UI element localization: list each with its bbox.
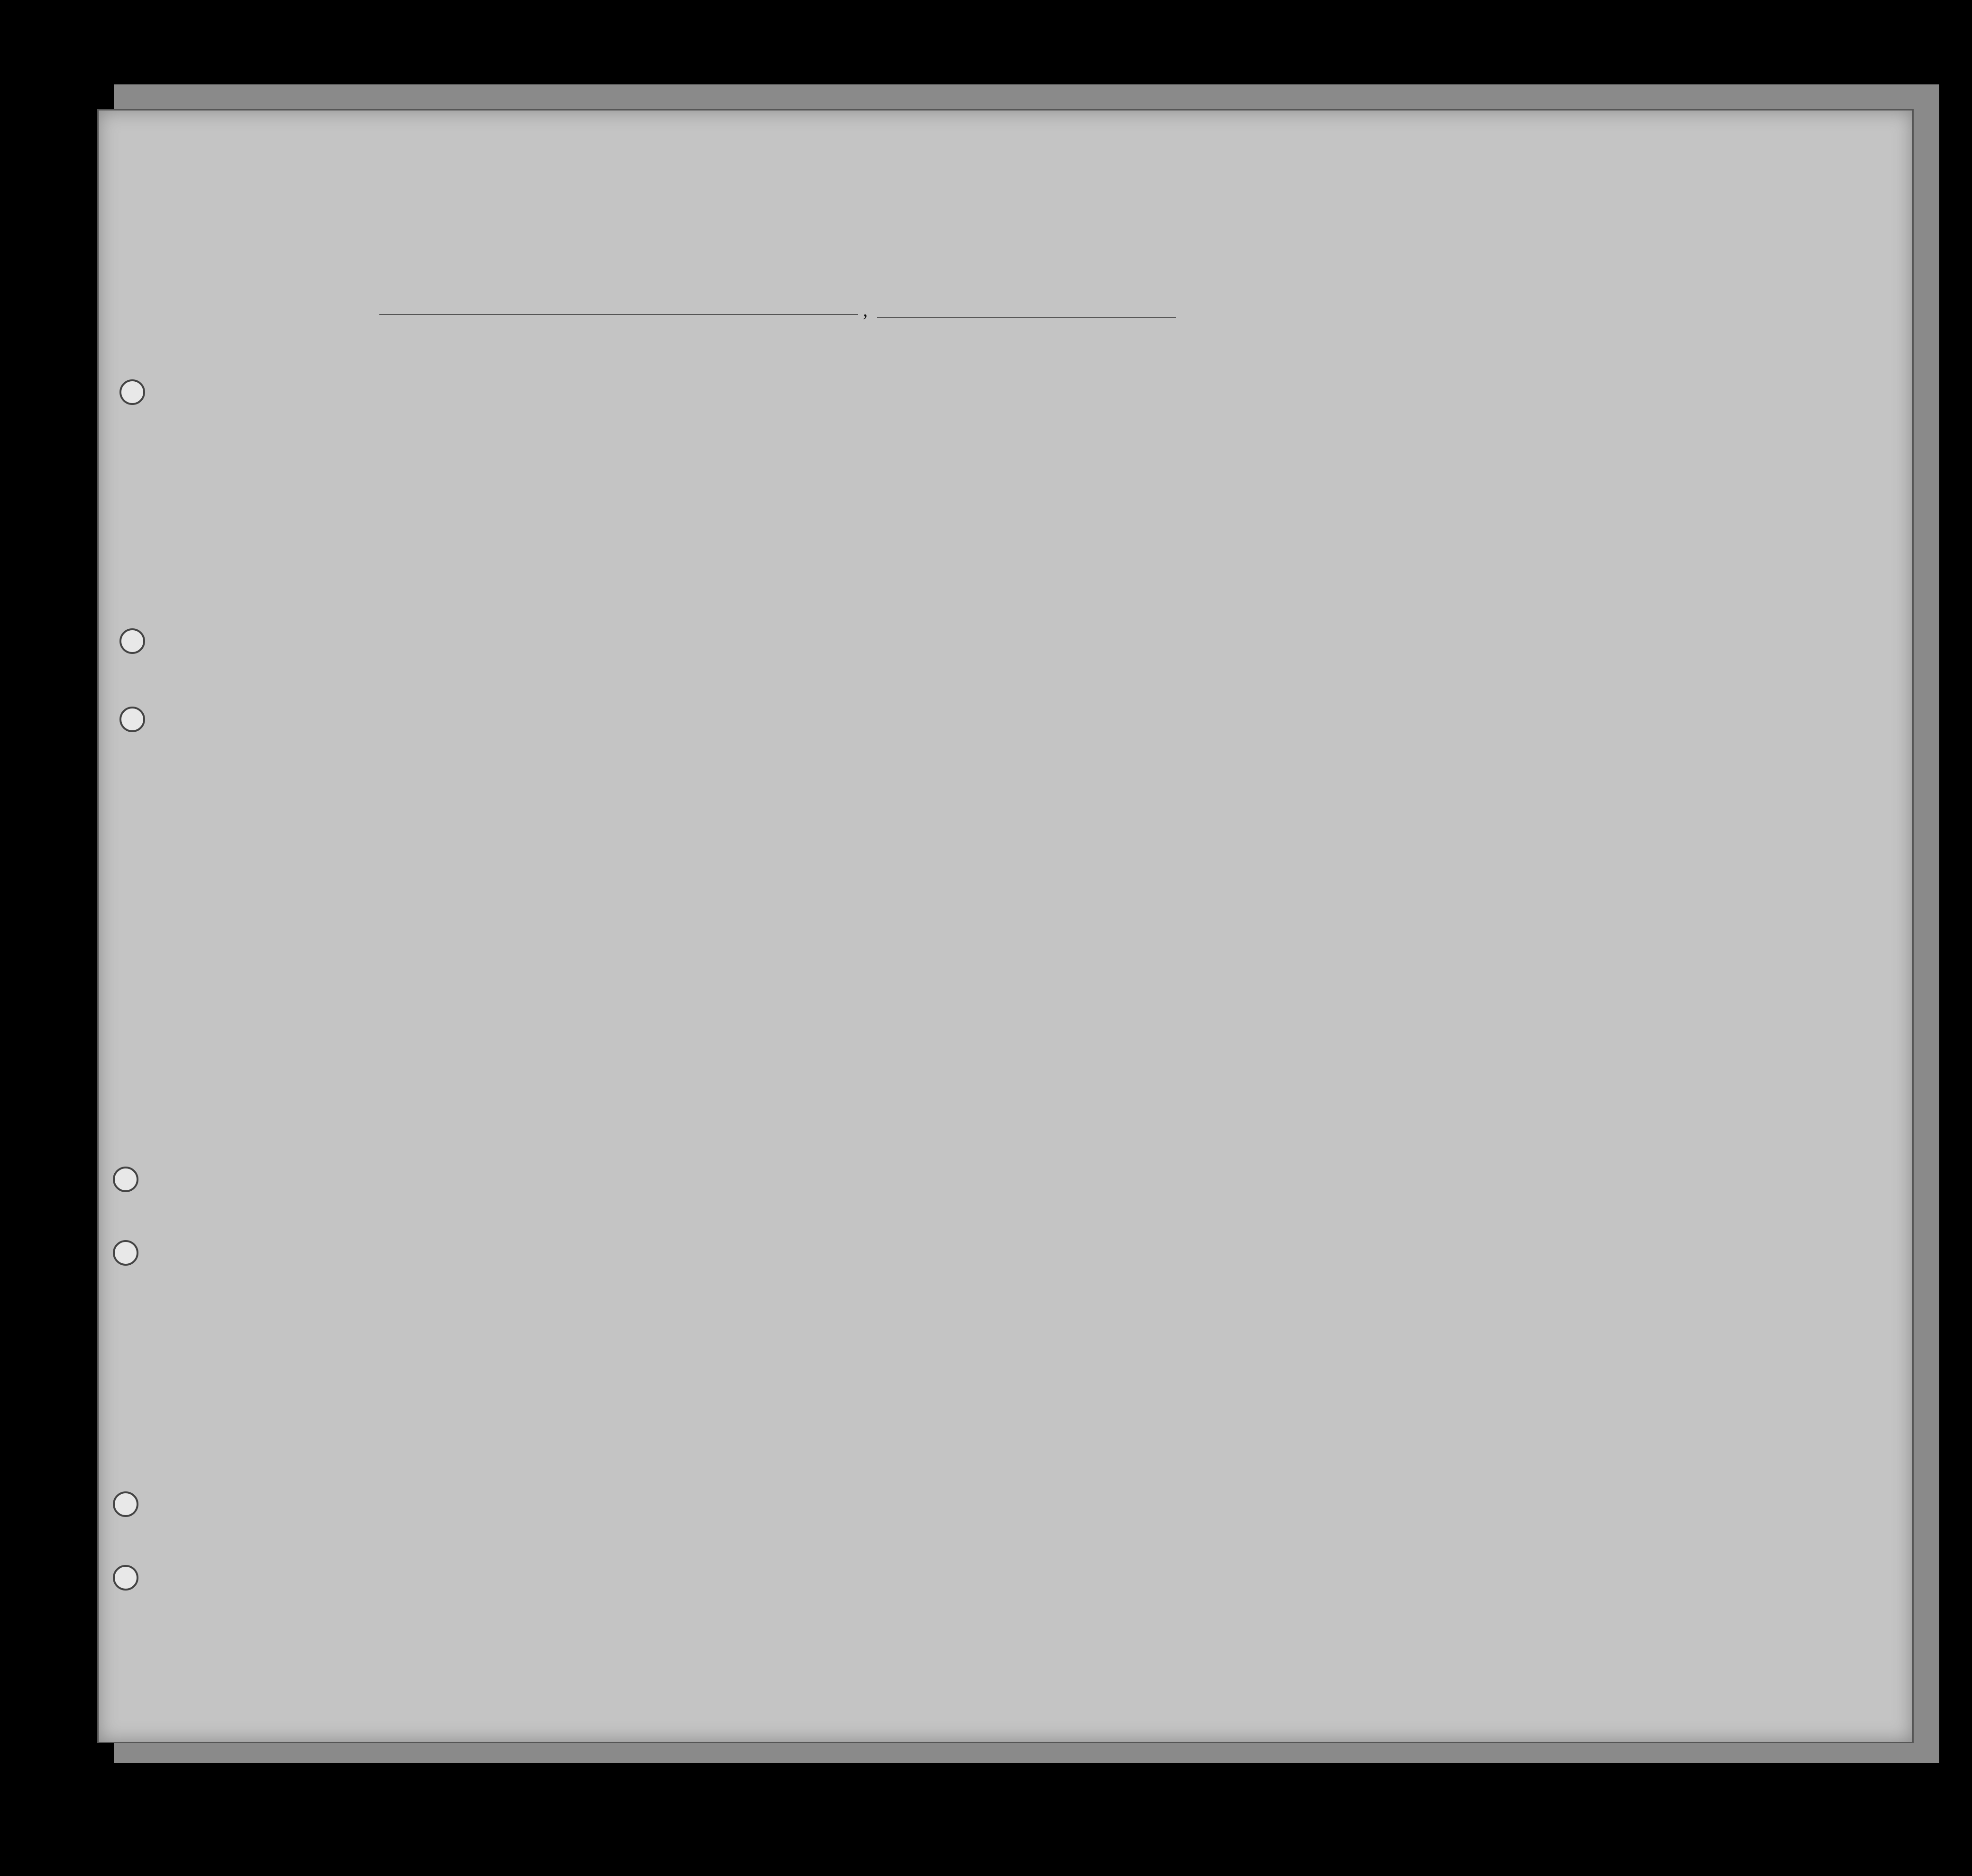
punch-hole: [119, 628, 145, 654]
punch-hole: [119, 707, 145, 732]
date-underline: [877, 317, 1176, 318]
punch-hole: [119, 379, 145, 405]
punch-hole: [113, 1565, 138, 1591]
port-comma: ,: [863, 299, 868, 321]
punch-hole: [113, 1240, 138, 1266]
punch-hole: [113, 1491, 138, 1517]
punch-hole: [113, 1167, 138, 1192]
port-underline: [379, 314, 858, 315]
manifest-sheet: [97, 109, 1914, 1743]
